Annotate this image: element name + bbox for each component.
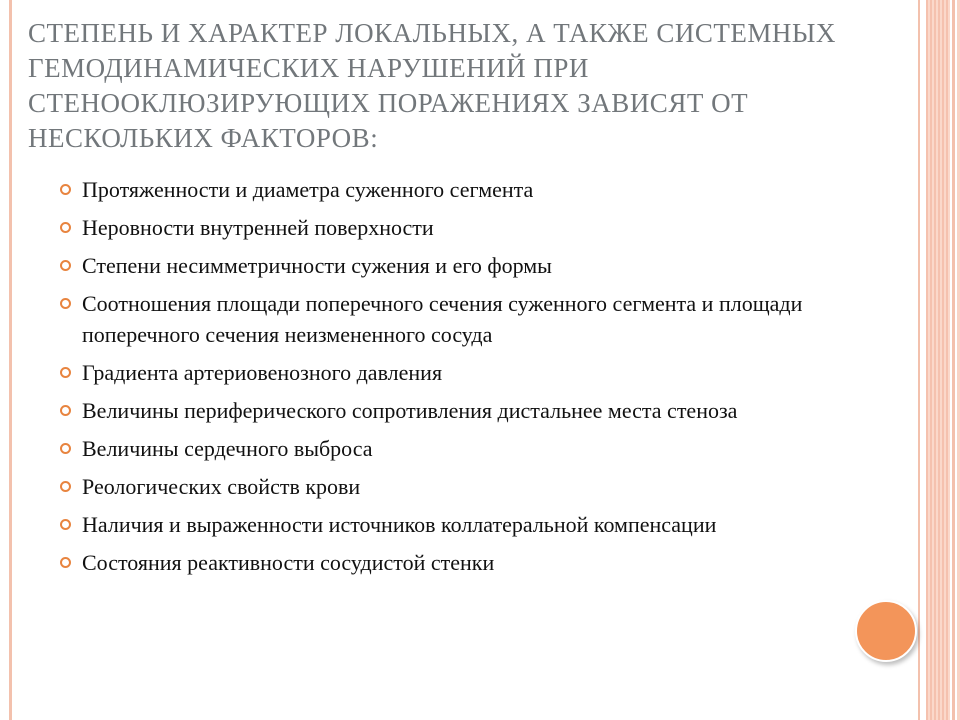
hollow-circle-bullet-icon (60, 184, 71, 195)
hollow-circle-bullet-icon (60, 222, 71, 233)
list-item-text: Протяженности и диаметра суженного сегмента (82, 177, 534, 202)
hollow-circle-bullet-icon (60, 557, 71, 568)
list-item (60, 212, 820, 243)
list-item-text: Реологических свойств крови (82, 474, 361, 499)
hollow-circle-bullet-icon (60, 367, 71, 378)
list-item (60, 250, 820, 281)
list-item-text: Наличия и выраженности источников коллатеральной компенсации (82, 512, 717, 537)
list-item (60, 174, 820, 205)
frame-line (952, 0, 955, 720)
list-item (60, 547, 820, 578)
hollow-circle-bullet-icon (60, 298, 71, 309)
hollow-circle-bullet-icon (60, 481, 71, 492)
list-item (60, 357, 820, 388)
bullet-list (60, 174, 820, 585)
list-item (60, 433, 820, 464)
hollow-circle-bullet-icon (60, 443, 71, 454)
slide-title: СТЕПЕНЬ И ХАРАКТЕР ЛОКАЛЬНЫХ, А ТАКЖЕ СИСТЕМНЫХ ГЕМОДИНАМИЧЕСКИХ НАРУШЕНИЙ ПРИ СТЕНООКЛЮЗИРУЮЩИХ ПОРАЖЕНИЯХ ЗАВИСЯТ ОТ НЕСКОЛЬКИХ ФАКТОРОВ: (28, 18, 836, 153)
list-item (60, 471, 820, 502)
hollow-circle-bullet-icon (60, 405, 71, 416)
list-item-text: Величины сердечного выброса (82, 436, 373, 461)
hollow-circle-bullet-icon (60, 260, 71, 271)
left-divider-line (9, 0, 12, 720)
list-item-text: Состояния реактивности сосудистой стенки (82, 550, 495, 575)
right-decorative-frame (918, 0, 960, 720)
hollow-circle-bullet-icon (60, 519, 71, 530)
list-item-text: Величины периферического сопротивления дистальнее места стеноза (82, 398, 738, 423)
list-item (60, 395, 820, 426)
list-item-text: Соотношения площади поперечного сечения суженного сегмента и площади поперечного сечения неизмененного сосуда (82, 291, 803, 347)
list-item-text: Неровности внутренней поверхности (82, 215, 434, 240)
list-item-text: Степени несимметричности сужения и его формы (82, 253, 552, 278)
list-item (60, 509, 820, 540)
orange-circle-icon (855, 600, 917, 662)
frame-line (918, 0, 920, 720)
list-item-text: Градиента артериовенозного давления (82, 360, 443, 385)
frame-stripe-band (926, 0, 950, 720)
list-item (60, 288, 820, 350)
